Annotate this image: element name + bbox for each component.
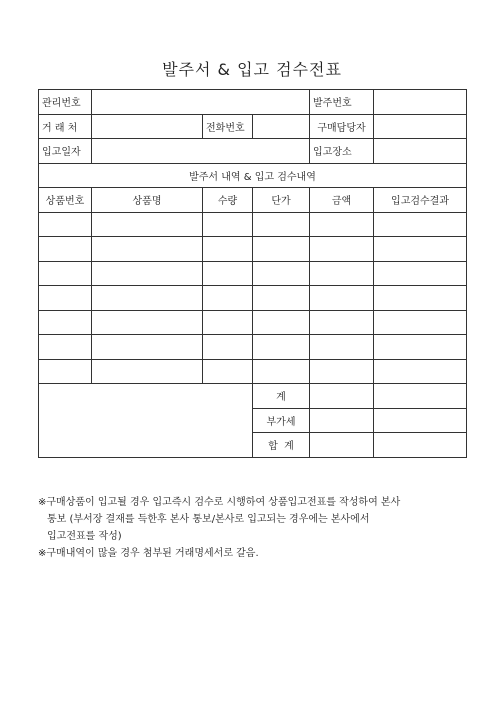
management-no-label: 관리번호 [39, 90, 92, 115]
header-row-3 [39, 139, 467, 164]
item-cell[interactable] [310, 286, 374, 311]
item-cell[interactable] [374, 359, 467, 384]
header-row-1 [39, 90, 467, 115]
item-cell[interactable] [39, 237, 92, 262]
column-header: 상품명 [92, 188, 203, 213]
item-cell[interactable] [374, 286, 467, 311]
item-cell[interactable] [39, 261, 92, 286]
subtotal-result-field[interactable] [374, 384, 467, 409]
subtotal-row [39, 384, 467, 409]
item-cell[interactable] [92, 286, 203, 311]
item-cell[interactable] [310, 261, 374, 286]
page-title: 발주서 & 입고 검수전표 [162, 60, 342, 79]
item-cell[interactable] [203, 237, 253, 262]
item-row [39, 310, 467, 335]
item-cell[interactable] [310, 359, 374, 384]
item-cell[interactable] [39, 286, 92, 311]
total-label: 합 계 [253, 433, 310, 458]
item-cell[interactable] [92, 261, 203, 286]
subtotal-label: 계 [253, 384, 310, 409]
total-result-field[interactable] [374, 433, 467, 458]
item-cell[interactable] [310, 212, 374, 237]
item-cell[interactable] [203, 286, 253, 311]
column-header: 단가 [253, 188, 310, 213]
item-cell[interactable] [374, 212, 467, 237]
purchase-order-form [38, 89, 467, 458]
item-cell[interactable] [310, 335, 374, 360]
item-cell[interactable] [203, 359, 253, 384]
receipt-location-field[interactable] [374, 139, 467, 164]
supplier-field[interactable] [92, 114, 203, 139]
item-row [39, 212, 467, 237]
subtotal-amount-field[interactable] [310, 384, 374, 409]
item-cell[interactable] [253, 212, 310, 237]
total-amount-field[interactable] [310, 433, 374, 458]
column-header: 상품번호 [39, 188, 92, 213]
item-row [39, 286, 467, 311]
column-header-row [39, 188, 467, 213]
header-row-2 [39, 114, 467, 139]
receipt-location-label: 입고장소 [310, 139, 374, 164]
item-cell[interactable] [374, 237, 467, 262]
item-cell[interactable] [92, 335, 203, 360]
receipt-date-field[interactable] [92, 139, 310, 164]
column-header: 입고검수결과 [374, 188, 467, 213]
phone-label: 전화번호 [203, 114, 253, 139]
notes [38, 494, 478, 562]
item-cell[interactable] [203, 261, 253, 286]
item-cell[interactable] [39, 310, 92, 335]
item-row [39, 335, 467, 360]
purchaser-field[interactable] [374, 114, 467, 139]
item-cell[interactable] [310, 310, 374, 335]
vat-label: 부가세 [253, 408, 310, 433]
section-title-row [39, 163, 467, 188]
item-cell[interactable] [253, 237, 310, 262]
note-line: 입고전표를 작성) [47, 531, 122, 542]
vat-result-field[interactable] [374, 408, 467, 433]
item-cell[interactable] [39, 212, 92, 237]
order-no-label: 발주번호 [310, 90, 374, 115]
item-cell[interactable] [374, 335, 467, 360]
item-cell[interactable] [203, 310, 253, 335]
item-cell[interactable] [253, 335, 310, 360]
note-line: ※구매상품이 입고될 경우 입고즉시 검수로 시행하여 상품입고전표를 작성하여 본사 [38, 497, 401, 508]
column-header: 수량 [203, 188, 253, 213]
item-cell[interactable] [310, 237, 374, 262]
item-cell[interactable] [253, 359, 310, 384]
section-title: 발주서 내역 & 입고 검수내역 [39, 163, 467, 188]
item-cell[interactable] [92, 359, 203, 384]
item-cell[interactable] [92, 310, 203, 335]
item-cell[interactable] [253, 286, 310, 311]
item-cell[interactable] [92, 237, 203, 262]
note-line: ※구매내역이 많을 경우 첨부된 거래명세서로 갈음. [38, 548, 259, 559]
item-row [39, 359, 467, 384]
receipt-date-label: 입고일자 [39, 139, 92, 164]
supplier-label: 거 래 처 [39, 114, 92, 139]
item-cell[interactable] [203, 335, 253, 360]
totals-blank-area [39, 384, 253, 458]
item-cell[interactable] [39, 335, 92, 360]
phone-field[interactable] [253, 114, 310, 139]
item-row [39, 237, 467, 262]
order-no-field[interactable] [374, 90, 467, 115]
management-no-field[interactable] [92, 90, 310, 115]
item-cell[interactable] [374, 310, 467, 335]
item-cell[interactable] [253, 261, 310, 286]
vat-amount-field[interactable] [310, 408, 374, 433]
purchaser-label: 구매담당자 [310, 114, 374, 139]
item-cell[interactable] [92, 212, 203, 237]
item-row [39, 261, 467, 286]
item-cell[interactable] [203, 212, 253, 237]
column-header: 금액 [310, 188, 374, 213]
note-line: 통보 (부서장 결재를 득한후 본사 통보/본사로 입고되는 경우에는 본사에서 [47, 514, 370, 525]
item-cell[interactable] [39, 359, 92, 384]
item-cell[interactable] [374, 261, 467, 286]
item-cell[interactable] [253, 310, 310, 335]
